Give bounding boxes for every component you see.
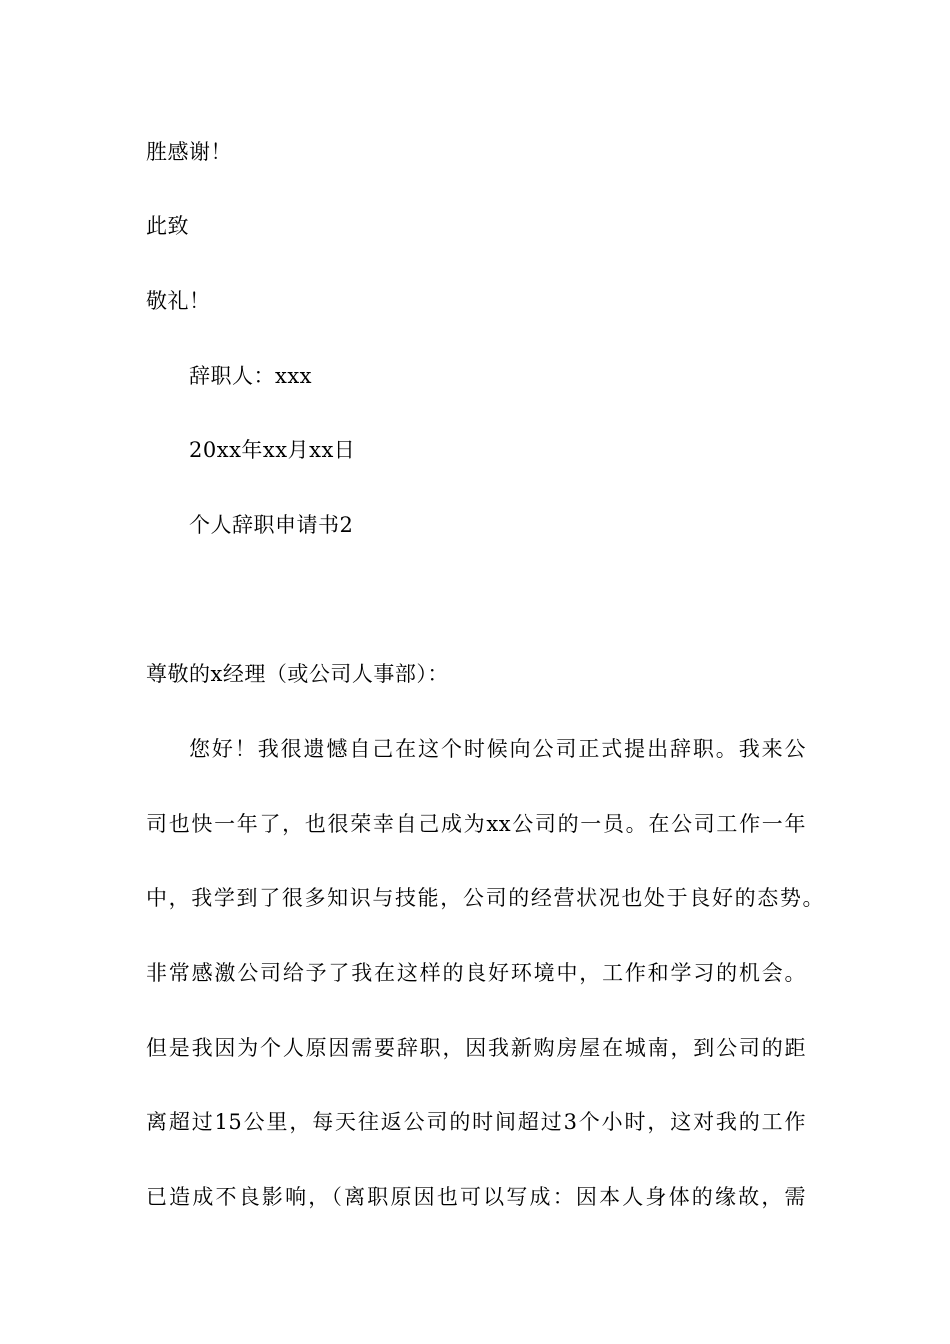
section-title: 个人辞职申请书2 xyxy=(189,513,354,537)
paragraph-line: 您好！我很遗憾自己在这个时候向公司正式提出辞职。我来公 xyxy=(189,737,806,761)
paragraph-line: 非常感激公司给予了我在这样的良好环境中，工作和学习的机会。 xyxy=(146,961,806,985)
paragraph-line: 已造成不良影响，（离职原因也可以写成：因本人身体的缘故，需 xyxy=(146,1185,806,1209)
paragraph-line: 但是我因为个人原因需要辞职，因我新购房屋在城南，到公司的距 xyxy=(146,1036,806,1060)
paragraph-line: 司也快一年了，也很荣幸自己成为xx公司的一员。在公司工作一年 xyxy=(146,812,806,836)
paragraph-line: 中，我学到了很多知识与技能，公司的经营状况也处于良好的态势。 xyxy=(146,886,824,910)
closing-jingli: 敬礼！ xyxy=(146,289,211,313)
date-line: 20xx年xx月xx日 xyxy=(189,438,356,462)
signer-line: 辞职人：xxx xyxy=(189,364,313,388)
closing-thanks: 胜感谢！ xyxy=(146,140,232,164)
salutation: 尊敬的x经理（或公司人事部）： xyxy=(146,662,449,686)
paragraph-line: 离超过15公里，每天往返公司的时间超过3个小时，这对我的工作 xyxy=(146,1110,806,1134)
closing-cizhi: 此致 xyxy=(146,214,189,238)
